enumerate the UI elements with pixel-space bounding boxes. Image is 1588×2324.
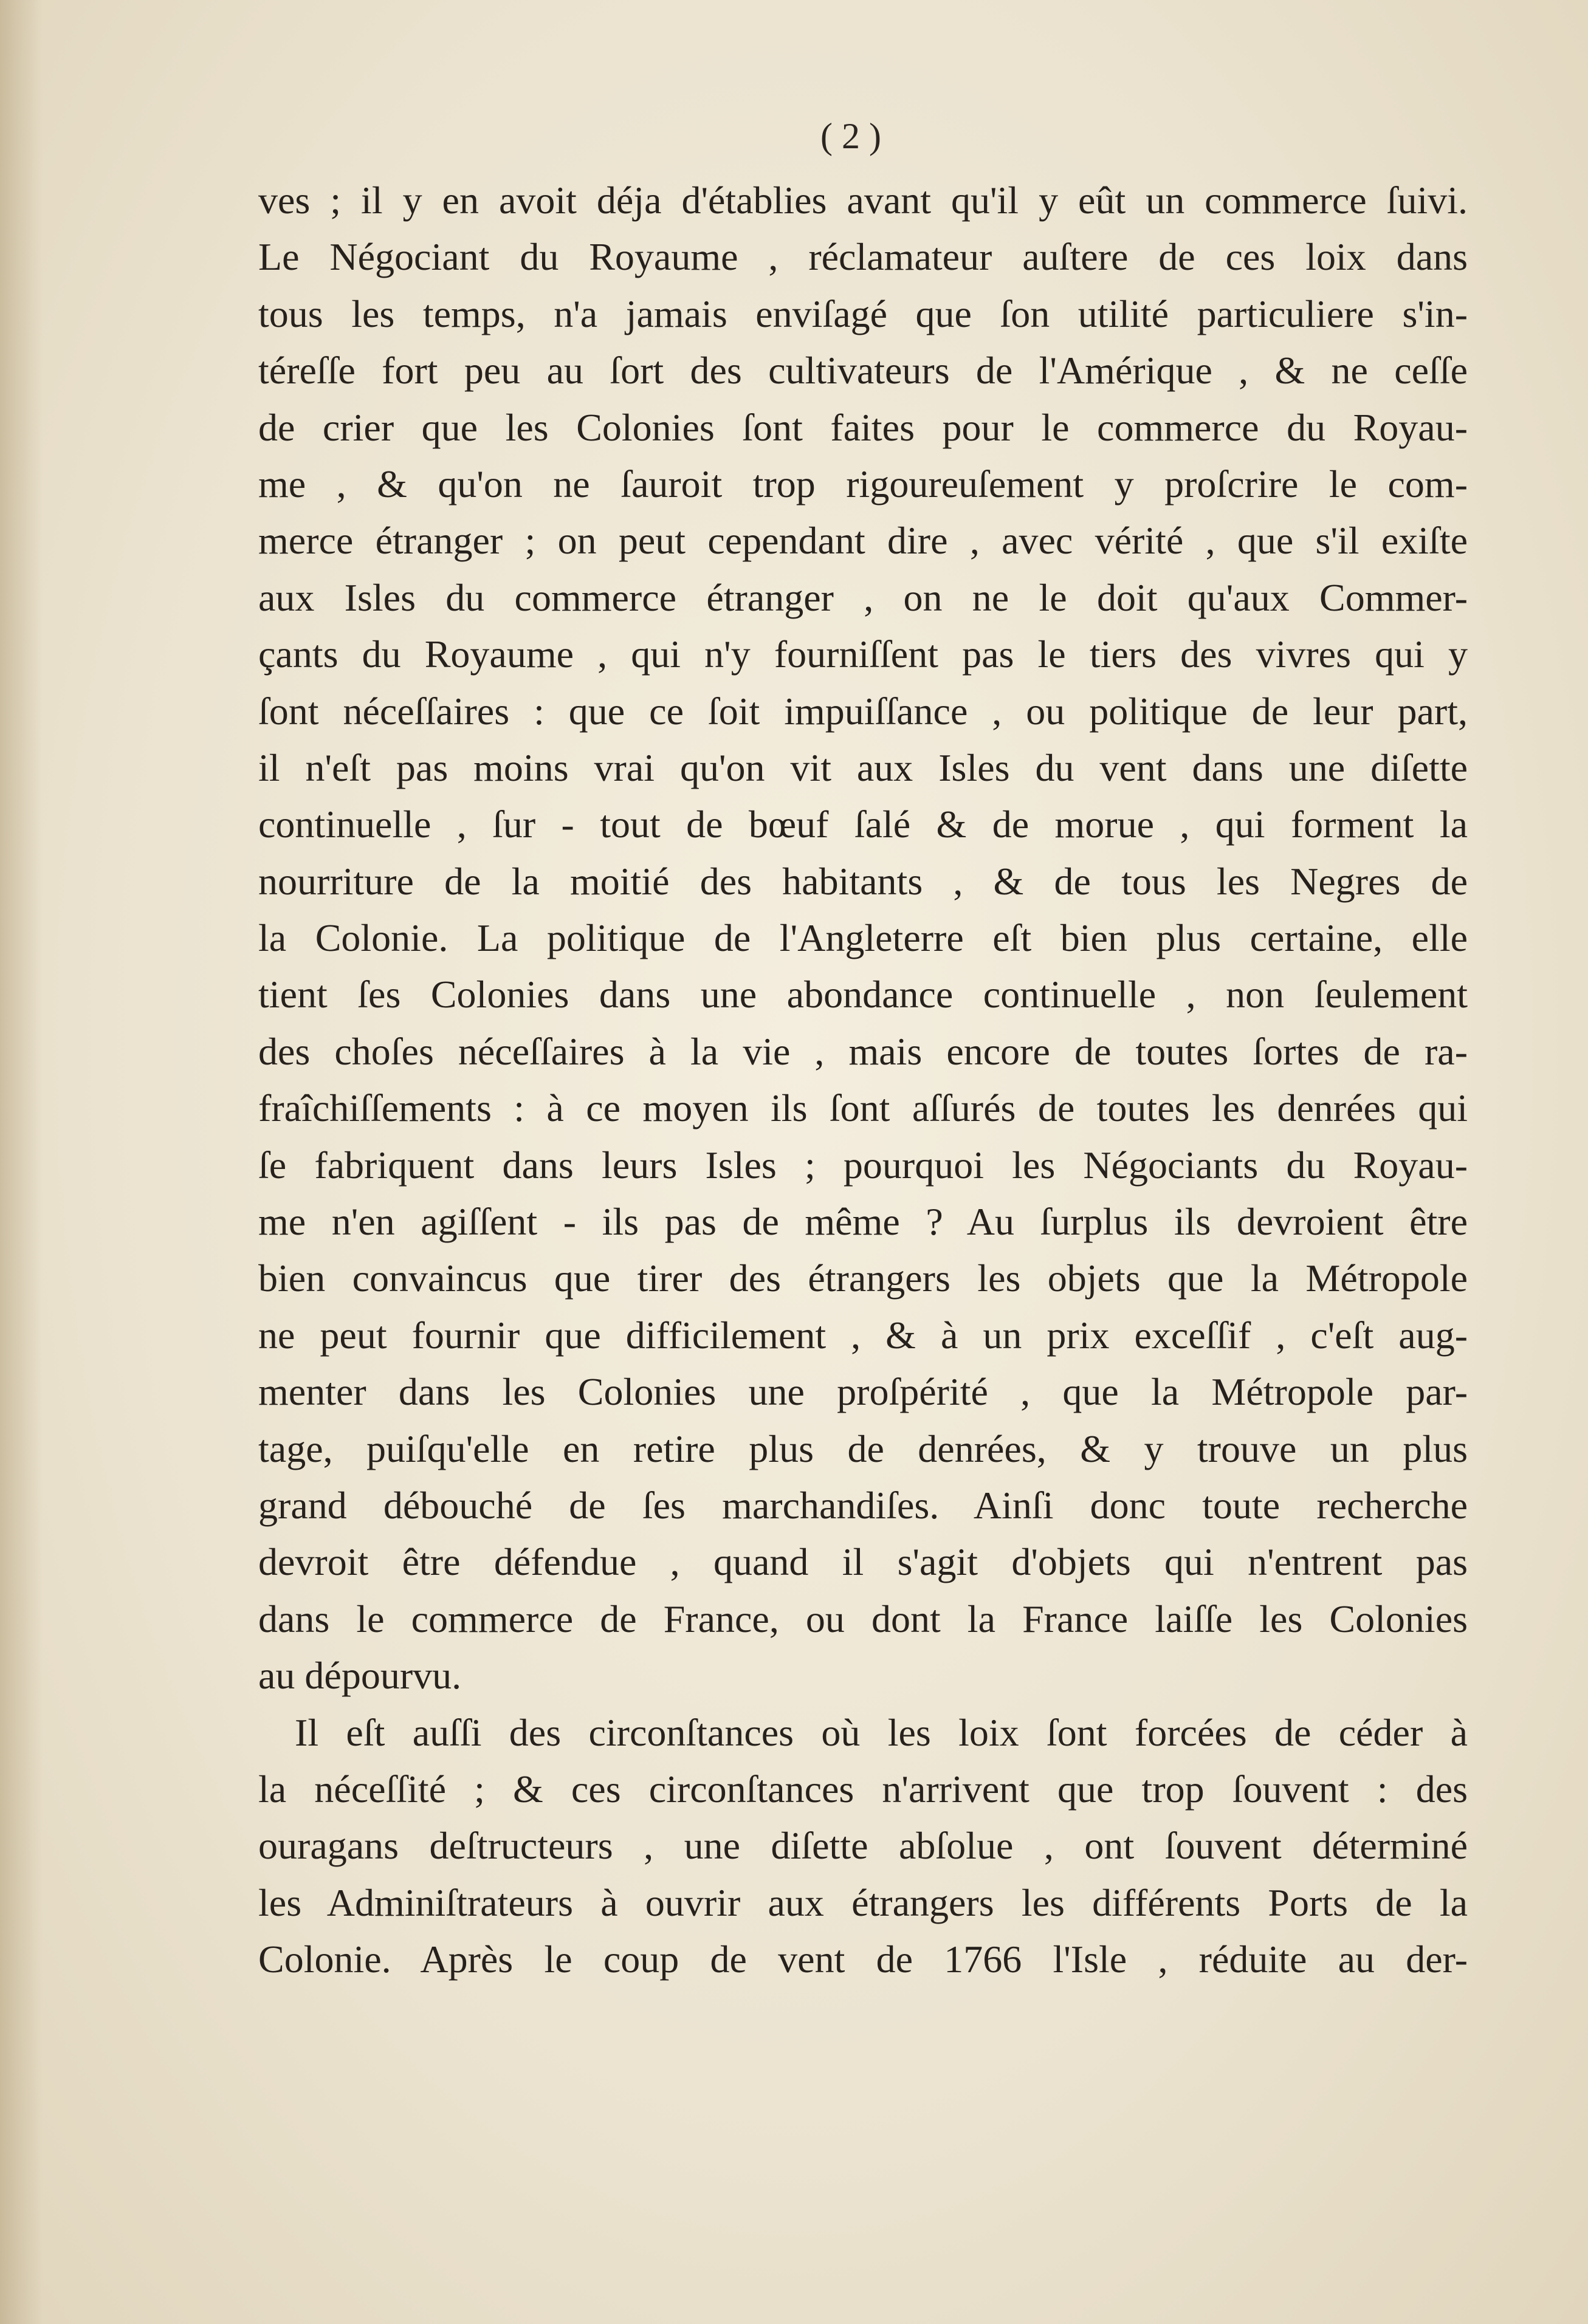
text-line: continuelle , ſur - tout de bœuf ſalé & de morue , qui forment la xyxy=(258,803,1468,846)
text-line: tous les temps, n'a jamais enviſagé que ſon utilité particuliere s'in- xyxy=(258,292,1468,335)
text-line: des choſes néceſſaires à la vie , mais encore de toutes ſortes de ra- xyxy=(258,1029,1468,1073)
text-line: devroit être défendue , quand il s'agit d'objets qui n'entrent pas xyxy=(258,1540,1468,1584)
text-line: me n'en agiſſent - ils pas de même ? Au ſurplus ils devroient être xyxy=(258,1200,1468,1244)
text-line: tient ſes Colonies dans une abondance continuelle , non ſeulement xyxy=(258,973,1468,1016)
text-line: ves ; il y en avoit déja d'établies avant qu'il y eût un commerce ſuivi. xyxy=(258,179,1468,222)
text-line-paragraph-end: au dépourvu. xyxy=(258,1654,462,1698)
text-line: fraîchiſſements : à ce moyen ils ſont aſſurés de toutes les denrées qui xyxy=(258,1086,1468,1130)
text-line: Le Négociant du Royaume , réclamateur auſtere de ces loix dans xyxy=(258,235,1468,279)
text-line: la néceſſité ; & ces circonſtances n'arrivent que trop ſouvent : des xyxy=(258,1767,1468,1811)
text-line: dans le commerce de France, ou dont la France laiſſe les Colonies xyxy=(258,1597,1468,1640)
text-line: de crier que les Colonies ſont faites pour le commerce du Royau- xyxy=(258,405,1468,449)
text-line: ouragans deſtructeurs , une diſette abſolue , ont ſouvent déterminé xyxy=(258,1824,1468,1868)
text-line: çants du Royaume , qui n'y fourniſſent pas le tiers des vivres qui y xyxy=(258,632,1468,676)
text-line: il n'eſt pas moins vrai qu'on vit aux Isles du vent dans une diſette xyxy=(258,746,1468,789)
text-line: ſont néceſſaires : que ce ſoit impuiſſance , ou politique de leur part, xyxy=(258,689,1468,733)
text-line: bien convaincus que tirer des étrangers les objets que la Métropole xyxy=(258,1256,1468,1300)
page-gutter-shadow xyxy=(0,0,43,2324)
text-line: Colonie. Après le coup de vent de 1766 l'Isle , réduite au der- xyxy=(258,1938,1468,1981)
text-line: grand débouché de ſes marchandiſes. Ainſi donc toute recherche xyxy=(258,1483,1468,1527)
text-line: tage, puiſqu'elle en retire plus de denrées, & y trouve un plus xyxy=(258,1427,1468,1470)
page-number: ( 2 ) xyxy=(820,116,881,156)
text-line: ſe fabriquent dans leurs Isles ; pourquoi les Négociants du Royau- xyxy=(258,1143,1468,1187)
text-line: menter dans les Colonies une proſpérité , que la Métropole par- xyxy=(258,1370,1468,1414)
text-line-paragraph-start: Il eſt auſſi des circonſtances où les loix ſont forcées de céder à xyxy=(295,1710,1468,1754)
text-line: nourriture de la moitié des habitants , & de tous les Negres de xyxy=(258,859,1468,903)
text-line: téreſſe fort peu au ſort des cultivateurs de l'Amérique , & ne ceſſe xyxy=(258,349,1468,392)
text-line: ne peut fournir que difficilement , & à un prix exceſſif , c'eſt aug- xyxy=(258,1313,1468,1357)
text-line: aux Isles du commerce étranger , on ne le doit qu'aux Commer- xyxy=(258,575,1468,619)
body-text xyxy=(258,172,1468,1988)
text-line: les Adminiſtrateurs à ouvrir aux étrangers les différents Ports de la xyxy=(258,1880,1468,1924)
text-line: merce étranger ; on peut cependant dire , avec vérité , que s'il exiſte xyxy=(258,519,1468,563)
text-line: me , & qu'on ne ſauroit trop rigoureuſement y proſcrire le com- xyxy=(258,462,1468,506)
text-line: la Colonie. La politique de l'Angleterre eſt bien plus certaine, elle xyxy=(258,916,1468,960)
